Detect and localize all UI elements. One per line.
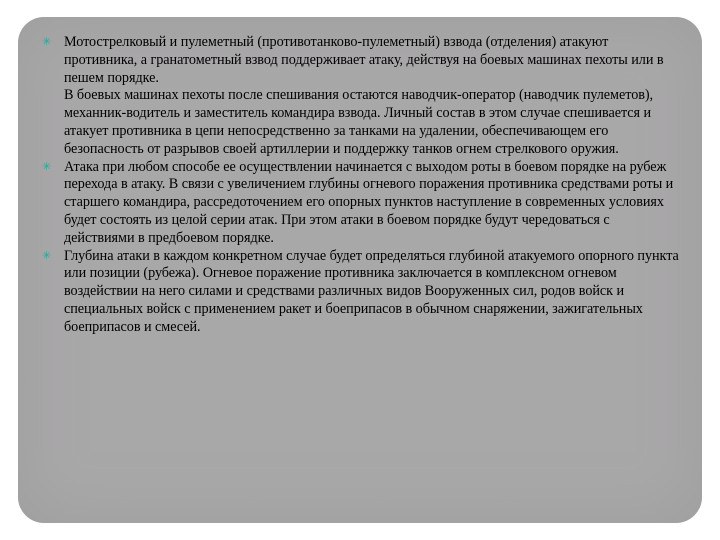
asterisk-icon: ✳ xyxy=(42,36,52,48)
bullet-item-1 xyxy=(42,34,682,159)
bullet-item-3 xyxy=(42,248,682,337)
bullet-1-paragraph-2: В боевых машинах пехоты после спешивания остаются наводчик-оператор (наводчик пулеметов), механник-водитель и заместитель командира взвода. Личный состав в этом случае спешивается и атакует противника в цепи непосредственно за танками на удалении, обеспечивающем его безопасность от разрывов своей артиллерии и поддержку танков огнем стрелкового оружия. xyxy=(64,87,654,157)
bullet-3-paragraph-1: Глубина атаки в каждом конкретном случае будет определяться глубиной атакуемого опорного пункта или позиции (рубежа). Огневое поражение противника заключается в комплексном огневом воздействии на него силами и средствами различных видов Вооруженных сил, родов войск и специальных войск с применением ракет и боеприпасов в обычном снаряжении, зажигательных боеприпасов и смесей. xyxy=(64,247,679,335)
bullet-2-paragraph-1: Атака при любом способе ее осуществлении начинается с выходом роты в боевом порядке на рубеж перехода в атаку. В связи с увеличением глубины огневого поражения противника средствами роты и старшего командира, рассредоточением его опорных пунктов наступление в современных условиях будет состоять из целой серии атак. При этом атаки в боевом порядке будут чередоваться с действиями в предбоевом порядке. xyxy=(64,158,674,246)
text-body xyxy=(42,34,682,337)
bullet-item-2 xyxy=(42,159,682,248)
bullet-1-paragraph-1: Мотострелковый и пулеметный (противотанково-пулеметный) взвода (отделения) атакуют противника, а гранатометный взвод поддерживает атаку, действуя на боевых машинах пехоты или в пешем порядке. xyxy=(64,34,664,86)
asterisk-icon: ✳ xyxy=(42,249,52,262)
asterisk-icon: ✳ xyxy=(42,160,52,173)
